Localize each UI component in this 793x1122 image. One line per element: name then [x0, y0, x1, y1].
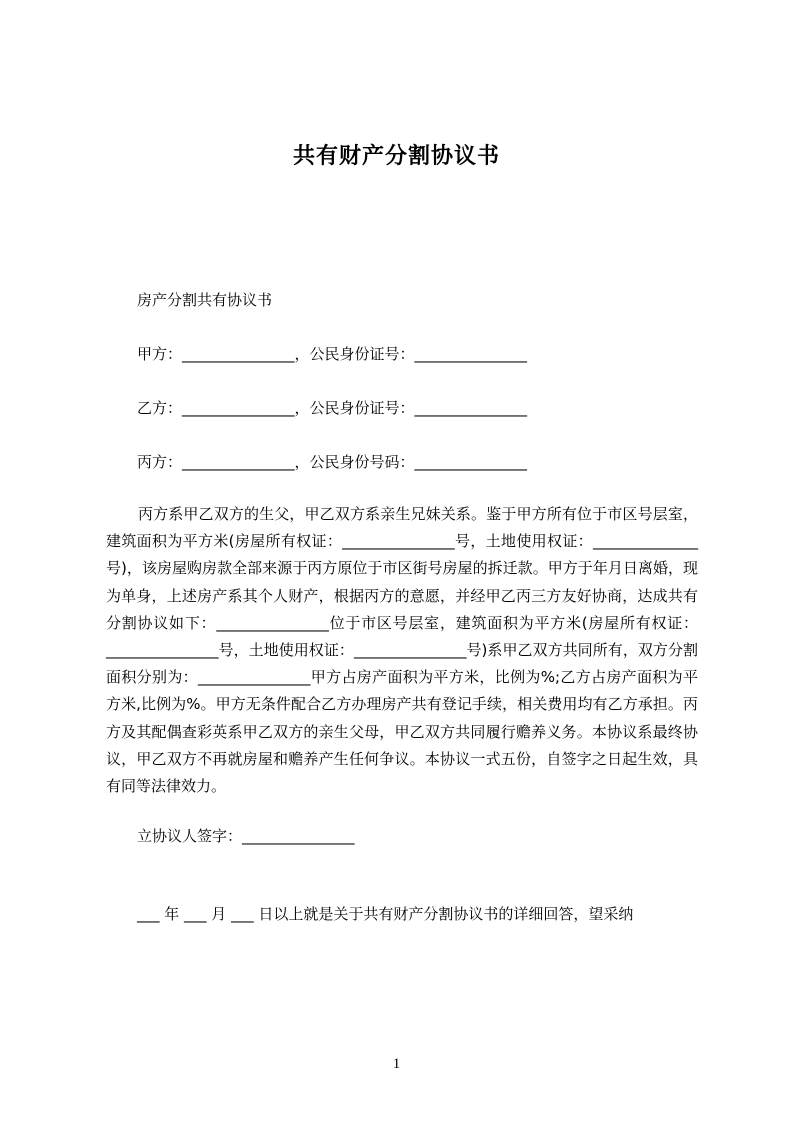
party-a-line: 甲方：_______________，公民身份证号：_______________: [137, 345, 528, 363]
subtitle: 房产分割共有协议书: [137, 291, 273, 309]
page-number: 1: [392, 1056, 401, 1072]
page-title: 共有财产分割协议书: [292, 144, 500, 169]
date-line: ___ 年 ___ 月 ___ 日以上就是关于共有财产分割协议书的详细回答，望采纳: [137, 905, 634, 923]
signature-line: 立协议人签字：_______________: [137, 827, 355, 845]
agreement-body: 丙方系甲乙双方的生父，甲乙双方系亲生兄妹关系。鉴于甲方所有位于市区号层室，建筑面积为平方米(房屋所有权证：_______________号，土地使用权证：______________号)，该房屋购房款全部来源于丙方原位于市区街号房屋的拆迁款。甲方于年月日离婚，现为单身，上述房产系其个人财产，根据丙方的意愿，并经甲乙丙三方友好协商，达成共有分割协议如下：_______________位于市区号层室，建筑面积为平方米(房屋所有权证：_______________号，土地使用权证：_______________号)系甲乙双方共同所有，双方分割面积分别为：_______________甲方占房产面积为平方米，比例为%;乙方占房产面积为平方米,比例为%。甲方无条件配合乙方办理房产共有登记手续，相关费用均有乙方承担。丙方及其配偶查彩英系甲乙双方的亲生父母，甲乙双方共同履行赡养义务。本协议系最终协议，甲乙双方不再就房屋和赡养产生任何争议。本协议一式五份，自签字之日起生效，具有同等法律效力。: [106, 505, 698, 796]
party-c-line: 丙方：_______________，公民身份号码：_______________: [137, 453, 528, 471]
party-b-line: 乙方：_______________，公民身份证号：_______________: [137, 399, 528, 417]
